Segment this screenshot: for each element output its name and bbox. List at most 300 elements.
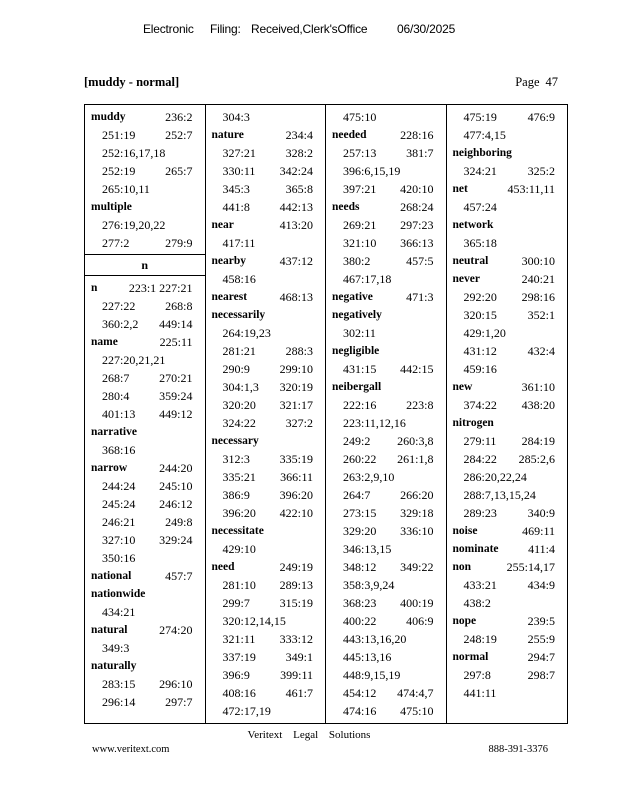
index-reference: 396:9 [222, 668, 250, 682]
index-reference: 276:19,20,22 [102, 218, 166, 232]
index-term: neighboring [452, 147, 512, 159]
index-reference: 320:12,14,15 [222, 614, 286, 628]
index-reference: 328:2 [285, 146, 313, 160]
index-reference: 438:20 [521, 398, 555, 412]
index-reference-line [85, 441, 205, 459]
section-letter: n [141, 258, 149, 272]
index-reference: 472:17,19 [222, 704, 271, 718]
index-reference-line [85, 351, 205, 369]
index-reference: 337:19 [222, 650, 256, 664]
index-reference: 289:23 [463, 506, 497, 520]
index-entry [447, 522, 568, 540]
index-reference: 329:18 [400, 506, 434, 520]
index-reference: 292:20 [463, 290, 497, 304]
index-reference: 336:10 [400, 524, 434, 538]
index-reference-line [326, 432, 446, 450]
index-reference-line [326, 558, 446, 576]
index-reference: 266:20 [400, 488, 434, 502]
index-reference: 297:8 [463, 668, 491, 682]
index-entry [326, 378, 446, 396]
index-reference-line [206, 108, 326, 126]
index-reference: 350:16 [102, 551, 136, 565]
index-reference: 244:24 [102, 479, 136, 493]
index-reference-line [326, 504, 446, 522]
index-reference-line [326, 630, 446, 648]
footer-website: www.veritext.com [92, 744, 170, 755]
index-reference: 264:7 [343, 488, 371, 502]
index-term: necessary [211, 435, 259, 447]
index-reference: 413:20 [279, 218, 313, 232]
index-reference-line [326, 144, 446, 162]
index-reference-line [447, 126, 568, 144]
index-reference: 223:1 227:21 [128, 281, 193, 295]
index-term: narrative [91, 426, 137, 438]
index-term: new [452, 381, 473, 393]
index-reference: 445:13,16 [343, 650, 392, 664]
index-reference: 260:3,8 [397, 434, 434, 448]
index-reference: 320:20 [222, 398, 256, 412]
index-reference: 327:10 [102, 533, 136, 547]
index-reference: 240:21 [521, 272, 555, 286]
index-reference: 469:11 [522, 524, 555, 538]
index-reference: 386:9 [222, 488, 250, 502]
index-reference: 457:5 [406, 254, 434, 268]
index-reference-line [206, 324, 326, 342]
index-reference: 349:22 [400, 560, 434, 574]
index-reference: 411:4 [528, 542, 555, 556]
index-entry [447, 180, 568, 198]
index-reference-line [326, 252, 446, 270]
index-reference: 268:24 [400, 200, 434, 214]
index-term: n [91, 282, 98, 294]
index-reference: 433:21 [463, 578, 497, 592]
index-reference-line [206, 396, 326, 414]
index-reference: 297:7 [165, 695, 193, 709]
index-reference: 396:20 [222, 506, 256, 520]
index-reference-line [85, 144, 205, 162]
index-reference: 431:12 [463, 344, 497, 358]
index-reference: 468:13 [279, 290, 313, 304]
letter-section-header [85, 254, 205, 276]
index-reference: 273:15 [343, 506, 377, 520]
index-reference: 288:3 [285, 344, 313, 358]
index-reference: 449:14 [159, 317, 193, 331]
index-reference: 239:5 [527, 614, 555, 628]
index-reference-line [85, 126, 205, 144]
index-entry [326, 342, 446, 360]
index-term: need [211, 561, 235, 573]
index-reference: 225:11 [159, 335, 193, 349]
filing-date: 06/30/2025 [397, 22, 456, 36]
index-reference: 320:15 [463, 308, 497, 322]
index-reference: 474:4,7 [397, 686, 434, 700]
page-label-text: Page [515, 75, 540, 89]
index-term: negatively [332, 309, 382, 321]
index-reference-line [447, 396, 568, 414]
index-reference: 327:2 [285, 416, 313, 430]
index-reference-line [326, 216, 446, 234]
index-reference: 408:16 [222, 686, 256, 700]
index-reference: 359:24 [159, 389, 193, 403]
index-entry [85, 279, 205, 297]
index-reference: 459:16 [463, 362, 497, 376]
index-reference: 245:24 [102, 497, 136, 511]
index-reference-line [206, 360, 326, 378]
index-term: natural [91, 624, 128, 636]
index-reference: 442:15 [400, 362, 434, 376]
index-reference-line [206, 270, 326, 288]
index-reference: 368:16 [102, 443, 136, 457]
index-reference-line [447, 288, 568, 306]
index-reference: 252:19 [102, 164, 136, 178]
index-entry [206, 306, 326, 324]
index-reference-line [447, 108, 568, 126]
index-reference-line [206, 684, 326, 702]
index-reference: 348:12 [343, 560, 377, 574]
index-term: necessitate [211, 525, 264, 537]
index-reference-line [447, 324, 568, 342]
index-term: naturally [91, 660, 137, 672]
index-reference: 335:19 [279, 452, 313, 466]
index-reference: 454:12 [343, 686, 377, 700]
index-reference: 453:11,11 [507, 182, 555, 196]
index-term: net [452, 183, 468, 195]
index-reference: 298:16 [521, 290, 555, 304]
index-reference-line [326, 234, 446, 252]
index-reference-line [447, 198, 568, 216]
index-reference-line [447, 450, 568, 468]
index-reference: 340:9 [527, 506, 555, 520]
index-reference: 381:7 [406, 146, 434, 160]
index-entry [447, 540, 568, 558]
index-reference: 281:21 [222, 344, 256, 358]
index-reference-line [206, 414, 326, 432]
index-column-1 [85, 105, 206, 723]
index-reference: 361:10 [521, 380, 555, 394]
index-entry [206, 432, 326, 450]
word-index-table [84, 104, 568, 724]
index-entry [85, 423, 205, 441]
index-reference: 223:8 [406, 398, 434, 412]
index-reference: 352:1 [527, 308, 555, 322]
index-reference: 320:19 [279, 380, 313, 394]
index-reference-line [206, 342, 326, 360]
index-reference: 442:13 [279, 200, 313, 214]
index-reference: 434:21 [102, 605, 136, 619]
footer-company: Veritext Legal Solutions [247, 729, 371, 741]
index-reference-line [85, 675, 205, 693]
index-reference: 476:9 [527, 110, 555, 124]
index-entry [447, 216, 568, 234]
index-reference: 304:3 [222, 110, 250, 124]
index-reference-line [85, 315, 205, 333]
index-term: muddy [91, 111, 126, 123]
index-reference: 399:11 [280, 668, 313, 682]
index-reference: 270:21 [159, 371, 193, 385]
index-reference: 335:21 [222, 470, 256, 484]
index-reference-line [326, 540, 446, 558]
index-reference-line [85, 477, 205, 495]
index-reference-line [326, 180, 446, 198]
index-entry [447, 270, 568, 288]
index-reference-line [326, 576, 446, 594]
index-reference: 228:16 [400, 128, 434, 142]
index-reference-line [447, 432, 568, 450]
index-reference: 304:1,3 [222, 380, 259, 394]
index-entry [447, 378, 568, 396]
index-reference: 268:7 [102, 371, 130, 385]
index-entry [85, 333, 205, 351]
index-reference-line [447, 468, 568, 486]
index-entry [447, 414, 568, 432]
index-reference: 288:7,13,15,24 [463, 488, 536, 502]
index-reference: 360:2,2 [102, 317, 139, 331]
index-term: never [452, 273, 480, 285]
index-reference: 366:11 [280, 470, 313, 484]
footer-phone: 888-391-3376 [488, 744, 548, 755]
index-reference-line [206, 612, 326, 630]
index-entry [326, 288, 446, 306]
index-reference: 448:9,15,19 [343, 668, 401, 682]
index-reference: 330:11 [222, 164, 256, 178]
index-reference-line [447, 360, 568, 378]
index-reference: 284:19 [521, 434, 555, 448]
index-reference-line [326, 486, 446, 504]
index-reference: 277:2 [102, 236, 130, 250]
index-column-4 [447, 105, 568, 723]
index-reference: 324:22 [222, 416, 256, 430]
index-entry [206, 558, 326, 576]
index-reference: 255:9 [527, 632, 555, 646]
index-term: name [91, 336, 118, 348]
index-reference: 263:2,9,10 [343, 470, 395, 484]
index-reference-line [326, 270, 446, 288]
index-reference-line [206, 576, 326, 594]
index-reference: 249:8 [165, 515, 193, 529]
index-reference-line [326, 108, 446, 126]
index-reference-line [206, 234, 326, 252]
index-term: negligible [332, 345, 380, 357]
index-range: [muddy - normal] [84, 75, 180, 89]
index-entry [447, 648, 568, 666]
index-term: nationwide [91, 588, 146, 600]
index-reference: 248:19 [463, 632, 497, 646]
index-column-3 [326, 105, 447, 723]
index-reference-line [206, 594, 326, 612]
index-reference-line [326, 162, 446, 180]
index-entry [206, 522, 326, 540]
index-reference-line [206, 504, 326, 522]
index-reference: 429:1,20 [463, 326, 506, 340]
index-reference: 227:20,21,21 [102, 353, 166, 367]
index-reference-line [326, 522, 446, 540]
index-reference: 437:12 [279, 254, 313, 268]
index-entry [326, 198, 446, 216]
index-reference: 458:16 [222, 272, 256, 286]
index-reference: 441:8 [222, 200, 250, 214]
index-term: nature [211, 129, 244, 141]
index-reference-line [85, 405, 205, 423]
index-reference: 438:2 [463, 596, 491, 610]
page-label [515, 75, 558, 90]
index-reference-line [206, 540, 326, 558]
index-term: near [211, 219, 234, 231]
index-reference: 401:13 [102, 407, 136, 421]
index-reference: 346:13,15 [343, 542, 392, 556]
index-reference-line [206, 198, 326, 216]
index-reference: 284:22 [463, 452, 497, 466]
index-reference: 329:20 [343, 524, 377, 538]
index-term: narrow [91, 462, 128, 474]
index-reference-line [85, 369, 205, 387]
index-reference-line [326, 702, 446, 720]
index-entry [326, 126, 446, 144]
index-reference: 467:17,18 [343, 272, 392, 286]
index-reference-line [326, 396, 446, 414]
index-term: multiple [91, 201, 132, 213]
index-reference-line [447, 594, 568, 612]
index-reference-line [85, 639, 205, 657]
index-entry [447, 612, 568, 630]
index-reference-line [206, 450, 326, 468]
index-term: nitrogen [452, 417, 494, 429]
index-reference-line [447, 504, 568, 522]
index-entry [85, 657, 205, 675]
index-reference-line [85, 531, 205, 549]
index-reference-line [206, 144, 326, 162]
index-reference-line [447, 486, 568, 504]
index-reference-line [206, 486, 326, 504]
filing-received: Received,Clerk'sOffice [251, 22, 368, 36]
index-entry [206, 288, 326, 306]
index-term: neibergall [332, 381, 382, 393]
index-reference: 358:3,9,24 [343, 578, 395, 592]
index-reference: 327:21 [222, 146, 256, 160]
index-reference: 400:19 [400, 596, 434, 610]
index-reference: 274:20 [159, 623, 193, 637]
index-reference-line [206, 630, 326, 648]
index-reference: 449:12 [159, 407, 193, 421]
index-term: nearby [211, 255, 246, 267]
index-term: network [452, 219, 494, 231]
index-reference-line [447, 162, 568, 180]
index-reference-line [447, 234, 568, 252]
index-reference: 289:13 [279, 578, 313, 592]
filing-source: Electronic [143, 22, 194, 36]
index-entry [85, 567, 205, 585]
index-reference: 257:13 [343, 146, 377, 160]
index-term: normal [452, 651, 489, 663]
index-reference-line [206, 180, 326, 198]
index-entry [447, 558, 568, 576]
index-reference: 321:11 [222, 632, 256, 646]
index-reference: 298:7 [527, 668, 555, 682]
index-reference-line [326, 648, 446, 666]
index-reference: 461:7 [285, 686, 313, 700]
index-reference: 432:4 [527, 344, 555, 358]
index-term: non [452, 561, 472, 573]
index-reference: 302:11 [343, 326, 376, 340]
index-reference-line [447, 666, 568, 684]
index-reference: 396:6,15,19 [343, 164, 401, 178]
index-reference: 297:23 [400, 218, 434, 232]
index-term: national [91, 570, 132, 582]
index-reference: 279:11 [463, 434, 497, 448]
index-reference: 380:2 [343, 254, 371, 268]
page-number: 47 [545, 75, 558, 89]
index-term: noise [452, 525, 478, 537]
index-reference-line [206, 648, 326, 666]
index-reference: 443:13,16,20 [343, 632, 407, 646]
index-reference: 325:2 [527, 164, 555, 178]
index-reference: 400:22 [343, 614, 377, 628]
index-reference: 299:7 [222, 596, 250, 610]
index-reference: 296:14 [102, 695, 136, 709]
index-reference-line [326, 666, 446, 684]
index-reference-line [447, 630, 568, 648]
index-reference: 280:4 [102, 389, 130, 403]
index-entry [206, 252, 326, 270]
index-reference: 264:19,23 [222, 326, 271, 340]
index-reference: 431:15 [343, 362, 377, 376]
index-reference: 397:21 [343, 182, 377, 196]
index-entry [85, 459, 205, 477]
index-reference-line [206, 666, 326, 684]
index-reference-line [85, 234, 205, 252]
index-reference: 365:8 [285, 182, 313, 196]
index-reference: 223:11,12,16 [343, 416, 406, 430]
index-reference: 396:20 [279, 488, 313, 502]
index-reference: 434:9 [527, 578, 555, 592]
index-reference: 296:10 [159, 677, 193, 691]
index-reference-line [206, 162, 326, 180]
index-entry [206, 216, 326, 234]
index-entry [85, 108, 205, 126]
index-reference: 349:1 [285, 650, 313, 664]
index-reference: 342:24 [279, 164, 313, 178]
index-term: nearest [211, 291, 248, 303]
index-reference: 265:10,11 [102, 182, 150, 196]
index-reference-line [85, 180, 205, 198]
index-term: nope [452, 615, 477, 627]
index-reference-line [85, 603, 205, 621]
index-reference: 286:20,22,24 [463, 470, 527, 484]
index-reference: 420:10 [400, 182, 434, 196]
index-reference: 261:1,8 [397, 452, 434, 466]
index-term: nominate [452, 543, 499, 555]
index-reference: 457:24 [463, 200, 497, 214]
index-reference: 268:8 [165, 299, 193, 313]
index-term: necessarily [211, 309, 266, 321]
index-reference: 366:13 [400, 236, 434, 250]
index-reference: 234:4 [285, 128, 313, 142]
index-reference: 255:14,17 [506, 560, 555, 574]
index-reference-line [85, 495, 205, 513]
index-reference-line [206, 468, 326, 486]
index-reference: 315:19 [279, 596, 313, 610]
index-entry [85, 585, 205, 603]
index-term: needs [332, 201, 360, 213]
index-reference: 249:19 [279, 560, 313, 574]
index-entry [447, 252, 568, 270]
index-entry [206, 126, 326, 144]
index-entry [326, 306, 446, 324]
index-reference: 368:23 [343, 596, 377, 610]
index-reference-line [85, 513, 205, 531]
index-entry [447, 144, 568, 162]
index-term: negative [332, 291, 373, 303]
index-reference: 222:16 [343, 398, 377, 412]
